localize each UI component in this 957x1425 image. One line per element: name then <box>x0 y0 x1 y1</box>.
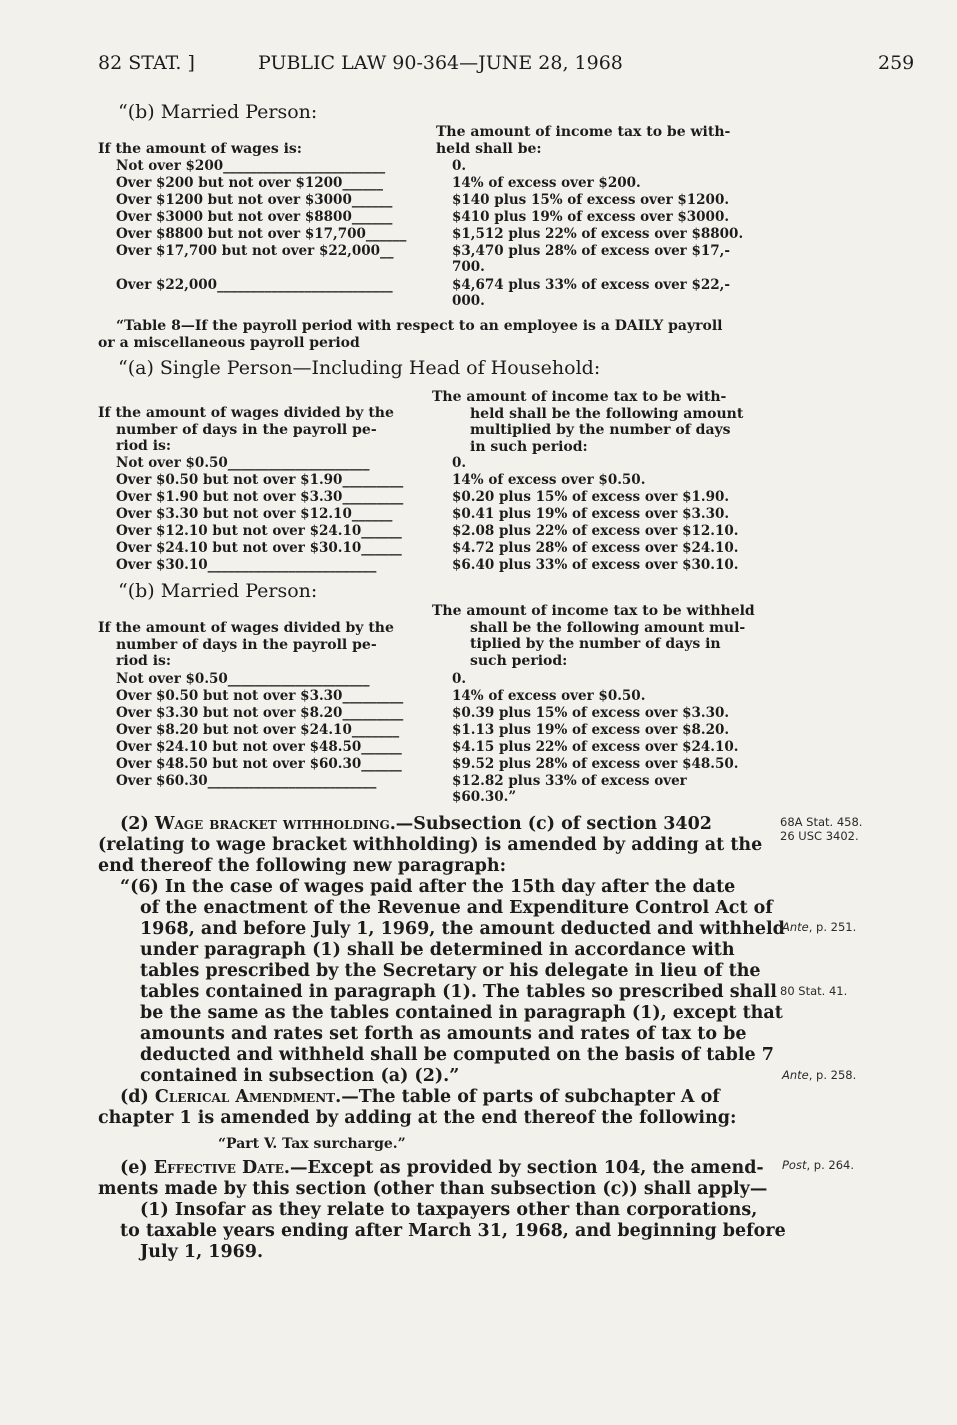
wage-bracket-line2: (relating to wage bracket withholding) is amended by adding at the <box>98 835 763 855</box>
married-daily-col-left <box>98 620 423 670</box>
paragraph-6-line: tables contained in paragraph (1). The tables so prescribed shall <box>140 982 777 1002</box>
col-left-line: If the amount of wages divided by the <box>98 620 394 636</box>
col-right-line: held shall be the following amount <box>470 405 744 422</box>
tax-cell: $0.20 plus 15% of excess over $1.90. <box>452 489 730 505</box>
col-left-line: If the amount of wages divided by the <box>98 405 394 421</box>
table-row <box>116 722 756 739</box>
table-row <box>116 705 756 722</box>
wages-cell: Over $17,700 but not over $22,000__ <box>116 243 394 259</box>
tax-cell: $1,512 plus 22% of excess over $8800. <box>452 226 744 242</box>
col-left-line: number of days in the payroll pe- <box>116 421 377 438</box>
wages-cell: Over $8.20 but not over $24.10_______ <box>116 722 400 738</box>
col-right-line: multiplied by the number of days <box>470 422 731 438</box>
tax-cell: $9.52 plus 28% of excess over $48.50. <box>452 756 739 772</box>
wages-cell: Over $60.30_________________________ <box>116 773 377 789</box>
wage-bracket-text: —Subsection (c) of section 3402 <box>395 814 712 834</box>
table-row <box>116 455 756 472</box>
tax-cell: $410 plus 19% of excess over $3000. <box>452 209 730 225</box>
margin-note-page: , p. 258. <box>808 1068 857 1082</box>
married-col-left: If the amount of wages is: <box>98 141 302 157</box>
effective-line1 <box>120 1158 764 1179</box>
wages-cell: Over $22,000__________________________ <box>116 277 393 293</box>
tax-cell: $0.39 plus 15% of excess over $3.30. <box>452 705 730 721</box>
wages-cell: Not over $0.50_____________________ <box>116 455 370 471</box>
table-row <box>116 688 756 705</box>
margin-note-ante-251 <box>782 920 856 934</box>
effective-item1-line: to taxable years ending after March 31, 1968, and beginning before <box>120 1221 786 1241</box>
margin-note-word: Ante <box>782 920 809 934</box>
tax-cell: $4.72 plus 28% of excess over $24.10. <box>452 540 739 556</box>
single-col-left <box>98 405 423 455</box>
wages-cell: Over $3000 but not over $8800______ <box>116 209 393 225</box>
tax-cell: $4.15 plus 22% of excess over $24.10. <box>452 739 739 755</box>
paragraph-6-line: be the same as the tables contained in paragraph (1), except that <box>140 1003 783 1023</box>
col-left-line: riod is: <box>116 653 172 669</box>
margin-note-page: , p. 251. <box>808 920 857 934</box>
table-row <box>116 175 756 192</box>
table-row <box>116 209 756 226</box>
tax-cell: $3,470 plus 28% of excess over $17,- <box>452 243 730 259</box>
effective-text: —Except as provided by section 104, the amend- <box>289 1158 764 1178</box>
table-row <box>116 540 756 557</box>
margin-note-word: Post <box>782 1158 807 1172</box>
margin-note-page: , p. 264. <box>806 1158 855 1172</box>
clerical-lead: (d) <box>120 1087 155 1107</box>
married-col-right <box>436 124 730 157</box>
wage-bracket-line1 <box>120 814 712 835</box>
clerical-text: —The table of parts of subchapter A of <box>341 1087 720 1107</box>
wages-cell: Over $24.10 but not over $48.50______ <box>116 739 402 755</box>
wages-cell: Over $12.10 but not over $24.10______ <box>116 523 402 539</box>
wages-cell: Not over $200________________________ <box>116 158 386 174</box>
tax-cell-continued: $60.30.” <box>452 789 517 805</box>
table-row <box>116 489 756 506</box>
col-right-line: such period: <box>470 652 568 669</box>
wage-bracket-lead: (2) <box>120 814 155 834</box>
tax-cell: $6.40 plus 33% of excess over $30.10. <box>452 557 739 573</box>
volume-citation: 82 STAT. ] <box>98 52 195 74</box>
wages-cell: Over $24.10 but not over $30.10______ <box>116 540 402 556</box>
married-person-heading: “(b) Married Person: <box>118 101 318 123</box>
effective-item1-line: July 1, 1969. <box>140 1242 264 1262</box>
tax-cell: 0. <box>452 671 467 687</box>
paragraph-6-line: tables prescribed by the Secretary or his delegate in lieu of the <box>140 961 761 981</box>
tax-cell: 0. <box>452 455 467 471</box>
col-left-line: riod is: <box>116 438 172 454</box>
effective-lead: (e) <box>120 1158 154 1178</box>
table-row <box>116 277 756 311</box>
clerical-line2: chapter 1 is amended by adding at the end thereof the following: <box>98 1108 737 1128</box>
paragraph-6-line: 1968, and before July 1, 1969, the amount deducted and withheld <box>140 919 785 939</box>
table-row <box>116 671 756 688</box>
table-row <box>116 756 756 773</box>
margin-note-usc: 26 USC 3402. <box>780 829 859 843</box>
col-right-line: The amount of income tax to be with- <box>432 389 727 405</box>
margin-note-stat: 68A Stat. 458. <box>780 815 863 829</box>
table-row <box>116 158 756 175</box>
married-daily-heading: “(b) Married Person: <box>118 580 318 602</box>
effective-line2: ments made by this section (other than subsection (c)) shall apply— <box>98 1179 768 1199</box>
wages-cell: Over $8800 but not over $17,700______ <box>116 226 407 242</box>
wage-bracket-title: Wage bracket withholding. <box>154 814 396 834</box>
wages-cell: Over $30.10_________________________ <box>116 557 377 573</box>
page-title: PUBLIC LAW 90-364—JUNE 28, 1968 <box>258 52 623 74</box>
effective-title: Effective Date. <box>153 1158 290 1178</box>
table-row <box>116 773 756 807</box>
tax-cell: 14% of excess over $0.50. <box>452 472 646 488</box>
paragraph-6-line: of the enactment of the Revenue and Expenditure Control Act of <box>140 898 773 918</box>
married-daily-col-right <box>432 603 755 669</box>
single-person-heading: “(a) Single Person—Including Head of Household: <box>118 357 601 379</box>
wages-cell: Not over $0.50_____________________ <box>116 671 370 687</box>
table-row <box>116 472 756 489</box>
clerical-title: Clerical Amendment. <box>154 1087 342 1107</box>
margin-note-post-264 <box>782 1158 854 1172</box>
table-row <box>116 523 756 540</box>
tax-cell: $140 plus 15% of excess over $1200. <box>452 192 730 208</box>
tax-cell: $12.82 plus 33% of excess over <box>452 773 687 789</box>
tax-cell: 0. <box>452 158 467 174</box>
wages-cell: Over $0.50 but not over $1.90_________ <box>116 472 404 488</box>
paragraph-6-line: contained in subsection (a) (2).” <box>140 1066 460 1086</box>
table-row <box>116 557 756 574</box>
paragraph-6-line: under paragraph (1) shall be determined in accordance with <box>140 940 735 960</box>
tax-cell-continued: 000. <box>452 293 485 309</box>
table8-caption-line1: “Table 8—If the payroll period with respect to an employee is a DAILY payroll <box>116 318 723 334</box>
col-right-line: shall be the following amount mul- <box>470 619 746 636</box>
table-row <box>116 243 756 277</box>
paragraph-6-line: deducted and withheld shall be computed on the basis of table 7 <box>140 1045 774 1065</box>
page-number: 259 <box>878 52 915 74</box>
part-v-quote: “Part V. Tax surcharge.” <box>218 1136 406 1152</box>
margin-note-word: Ante <box>782 1068 809 1082</box>
wages-cell: Over $200 but not over $1200______ <box>116 175 383 191</box>
wages-cell: Over $3.30 but not over $12.10______ <box>116 506 393 522</box>
col-left-line: number of days in the payroll pe- <box>116 636 377 653</box>
table8-caption-line2: or a miscellaneous payroll period <box>98 335 360 351</box>
wages-cell: Over $1200 but not over $3000______ <box>116 192 393 208</box>
tax-cell: $4,674 plus 33% of excess over $22,- <box>452 277 730 293</box>
table-row <box>116 192 756 209</box>
tax-cell-continued: 700. <box>452 259 485 275</box>
margin-note-80-stat: 80 Stat. 41. <box>780 984 848 998</box>
paragraph-6-line: amounts and rates set forth as amounts and rates of tax to be <box>140 1024 747 1044</box>
margin-note-ante-258 <box>782 1068 856 1082</box>
col-right-line: The amount of income tax to be withheld <box>432 603 755 619</box>
table-row <box>116 506 756 523</box>
table-row <box>116 226 756 243</box>
wages-cell: Over $0.50 but not over $3.30_________ <box>116 688 404 704</box>
tax-cell: $2.08 plus 22% of excess over $12.10. <box>452 523 739 539</box>
wages-cell: Over $3.30 but not over $8.20_________ <box>116 705 404 721</box>
wages-cell: Over $48.50 but not over $60.30______ <box>116 756 402 772</box>
wage-bracket-line3: end thereof the following new paragraph: <box>98 856 507 876</box>
effective-item1-line: (1) Insofar as they relate to taxpayers other than corporations, <box>140 1200 758 1220</box>
clerical-line1 <box>120 1087 720 1108</box>
tax-cell: 14% of excess over $0.50. <box>452 688 646 704</box>
single-col-right <box>432 389 743 455</box>
table-row <box>116 739 756 756</box>
tax-cell: $1.13 plus 19% of excess over $8.20. <box>452 722 730 738</box>
col-right-line: held shall be: <box>436 140 542 157</box>
paragraph-6-line: “(6) In the case of wages paid after the 15th day after the date <box>120 877 736 897</box>
tax-cell: 14% of excess over $200. <box>452 175 641 191</box>
col-right-line: in such period: <box>470 438 588 455</box>
col-right-line: The amount of income tax to be with- <box>436 124 731 140</box>
wages-cell: Over $1.90 but not over $3.30_________ <box>116 489 404 505</box>
tax-cell: $0.41 plus 19% of excess over $3.30. <box>452 506 730 522</box>
col-right-line: tiplied by the number of days in <box>470 636 721 652</box>
